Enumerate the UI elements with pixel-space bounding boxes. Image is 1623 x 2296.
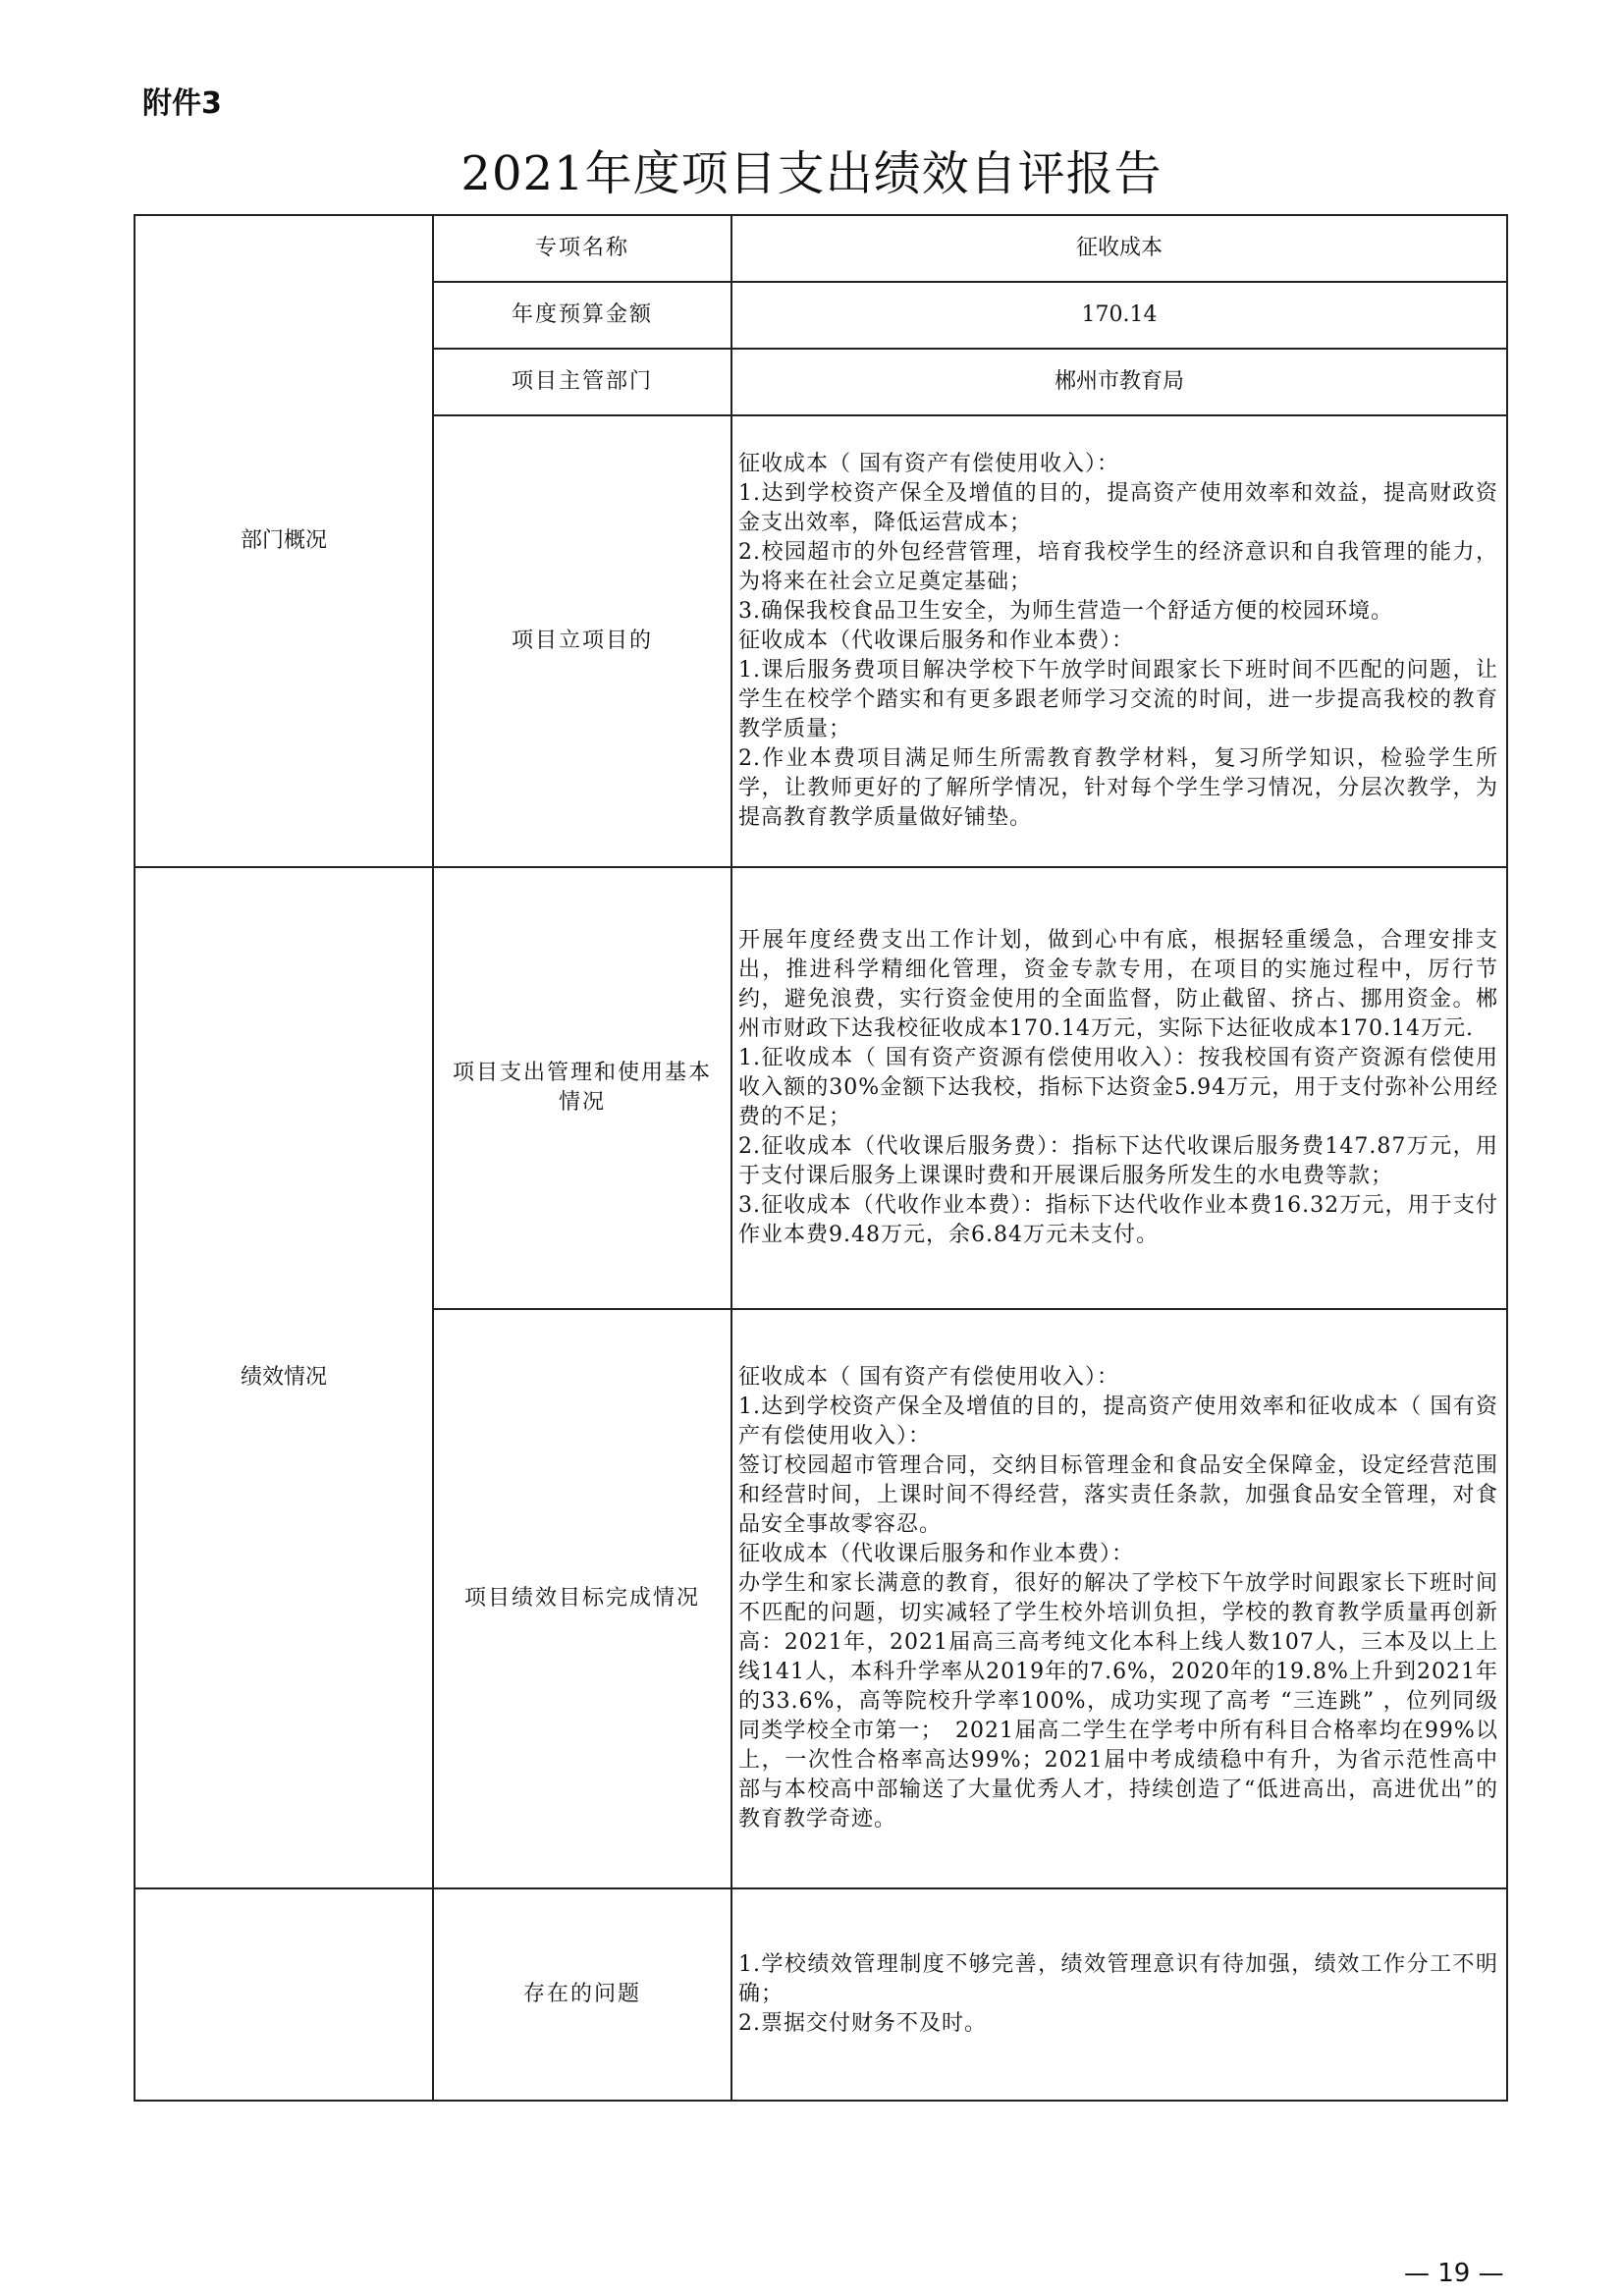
purpose-paragraph: 2.作业本费项目满足师生所需教育教学材料，复习所学知识，检验学生所学，让教师更好的了解所学情况，针对每个学生学习情况，分层次教学，为提高教育教学质量做好铺垫。: [738, 746, 1498, 830]
empty-section-cell: [135, 1888, 433, 2101]
row-value-cell: [731, 282, 1507, 349]
purpose-paragraph: 2.校园超市的外包经营管理，培育我校学生的经济意识和自我管理的能力，为将来在社会立足奠定基础；: [738, 540, 1498, 594]
project-name-label: 专项名称: [534, 236, 629, 260]
page-number: — 19 —: [1404, 2259, 1504, 2288]
completion-paragraph: 1.达到学校资产保全及增值的目的，提高资产使用效率和征收成本（ 国有资产有偿使用收入）：: [738, 1394, 1498, 1449]
row-value-cell: [731, 349, 1507, 415]
management-text-cell: [731, 867, 1507, 1309]
section-overview-cell: [135, 215, 433, 867]
department-value: 郴州市教育局: [1054, 369, 1184, 394]
completion-label: 项目绩效目标完成情况: [463, 1586, 700, 1611]
purpose-paragraph: 1.课后服务费项目解决学校下午放学时间跟家长下班时间不匹配的问题，让学生在校学个踏实和有更多跟老师学习交流的时间，进一步提高我校的教育教学质量；: [738, 658, 1498, 741]
row-value-cell: [731, 215, 1507, 282]
table-row: [135, 1888, 1507, 2101]
purpose-paragraph: 3.确保我校食品卫生安全，为师生营造一个舒适方便的校园环境。: [738, 599, 1393, 624]
row-label-cell: [433, 1309, 731, 1888]
completion-text-cell: [731, 1309, 1507, 1888]
budget-label: 年度预算金额: [511, 302, 653, 327]
problems-label: 存在的问题: [522, 1982, 641, 2006]
completion-paragraph: 办学生和家长满意的教育，很好的解决了学校下午放学时间跟家长下班时间不匹配的问题，切实减轻了学生校外培训负担，学校的教育教学质量再创新高：2021年，2021届高三高考纯文化本科上线人数107人，三本及以上上线141人，本科升学率从2019年的7.6%，2020年的19.8%上升到2021年的33.6%，高等院校升学率100%，成功实现了高考 “三连跳” ，位列同级同类学校全市第一； 2021届高二学生在学考中所有科目合格率均在99%以上，一次性合格率高达99%；2021届中考成绩稳中有升，为省示范性高中部与本校高中部输送了大量优秀人才，持续创造了“低进高出，高进优出”的教育教学奇迹。: [738, 1571, 1498, 1831]
purpose-text-cell: [731, 415, 1507, 867]
problems-paragraph: 2.票据交付财务不及时。: [738, 2011, 987, 2036]
completion-paragraph: 签订校园超市管理合同，交纳目标管理金和食品安全保障金，设定经营范围和经营时间，上课时间不得经营，落实责任条款，加强食品安全管理，对食品安全事故零容忍。: [738, 1453, 1498, 1537]
management-paragraph: 3.征收成本（代收作业本费）：指标下达代收作业本费16.32万元，用于支付作业本费9.48万元，余6.84万元未支付。: [738, 1193, 1498, 1247]
table-row: [135, 867, 1507, 1309]
purpose-label: 项目立项目的: [511, 629, 653, 653]
row-label-cell: [433, 349, 731, 415]
completion-paragraph: 征收成本（代收课后服务和作业本费）：: [738, 1542, 1135, 1566]
purpose-paragraph: 征收成本（ 国有资产有偿使用收入）：: [738, 452, 1119, 476]
section-performance-cell: [135, 867, 433, 1888]
completion-paragraph: 征收成本（ 国有资产有偿使用收入）：: [738, 1365, 1119, 1390]
problems-text-cell: [731, 1888, 1507, 2101]
purpose-paragraph: 1.达到学校资产保全及增值的目的，提高资产使用效率和效益，提高财政资金支出效率，降低运营成本；: [738, 481, 1498, 535]
project-name-value: 征收成本: [1075, 236, 1163, 260]
row-label-cell: [433, 867, 731, 1309]
management-paragraph: 开展年度经费支出工作计划，做到心中有底，根据轻重缓急，合理安排支出，推进科学精细化管理，资金专款专用，在项目的实施过程中，厉行节约，避免浪费，实行资金使用的全面监督，防止截留、挤占、挪用资金。郴州市财政下达我校征收成本170.14万元，实际下达征收成本170.14万元.: [738, 928, 1498, 1041]
budget-value: 170.14: [1081, 302, 1158, 327]
section-label: 绩效情况: [240, 1365, 327, 1390]
management-paragraph: 2.征收成本（代收课后服务费）：指标下达代收课后服务费147.87万元，用于支付课后服务上课课时费和开展课后服务所发生的水电费等款；: [738, 1134, 1498, 1188]
section-label: 部门概况: [240, 528, 327, 553]
row-label-cell: [433, 282, 731, 349]
problems-paragraph: 1.学校绩效管理制度不够完善，绩效管理意识有待加强，绩效工作分工不明确；: [738, 1952, 1498, 2006]
table-row: [135, 215, 1507, 282]
row-label-cell: [433, 215, 731, 282]
purpose-paragraph: 征收成本（代收课后服务和作业本费）：: [738, 629, 1135, 653]
department-label: 项目主管部门: [511, 369, 653, 394]
report-table: [134, 214, 1508, 2102]
attachment-label: 附件3: [142, 86, 222, 121]
row-label-cell: [433, 415, 731, 867]
management-paragraph: 1.征收成本（ 国有资产资源有偿使用收入）：按我校国有资产资源有偿使用收入额的30%金额下达我校，指标下达资金5.94万元，用于支付弥补公用经费的不足；: [738, 1046, 1498, 1129]
page-title: 2021年度项目支出绩效自评报告: [460, 146, 1163, 201]
row-label-cell: [433, 1888, 731, 2101]
management-label: 项目支出管理和使用基本情况: [452, 1061, 712, 1115]
